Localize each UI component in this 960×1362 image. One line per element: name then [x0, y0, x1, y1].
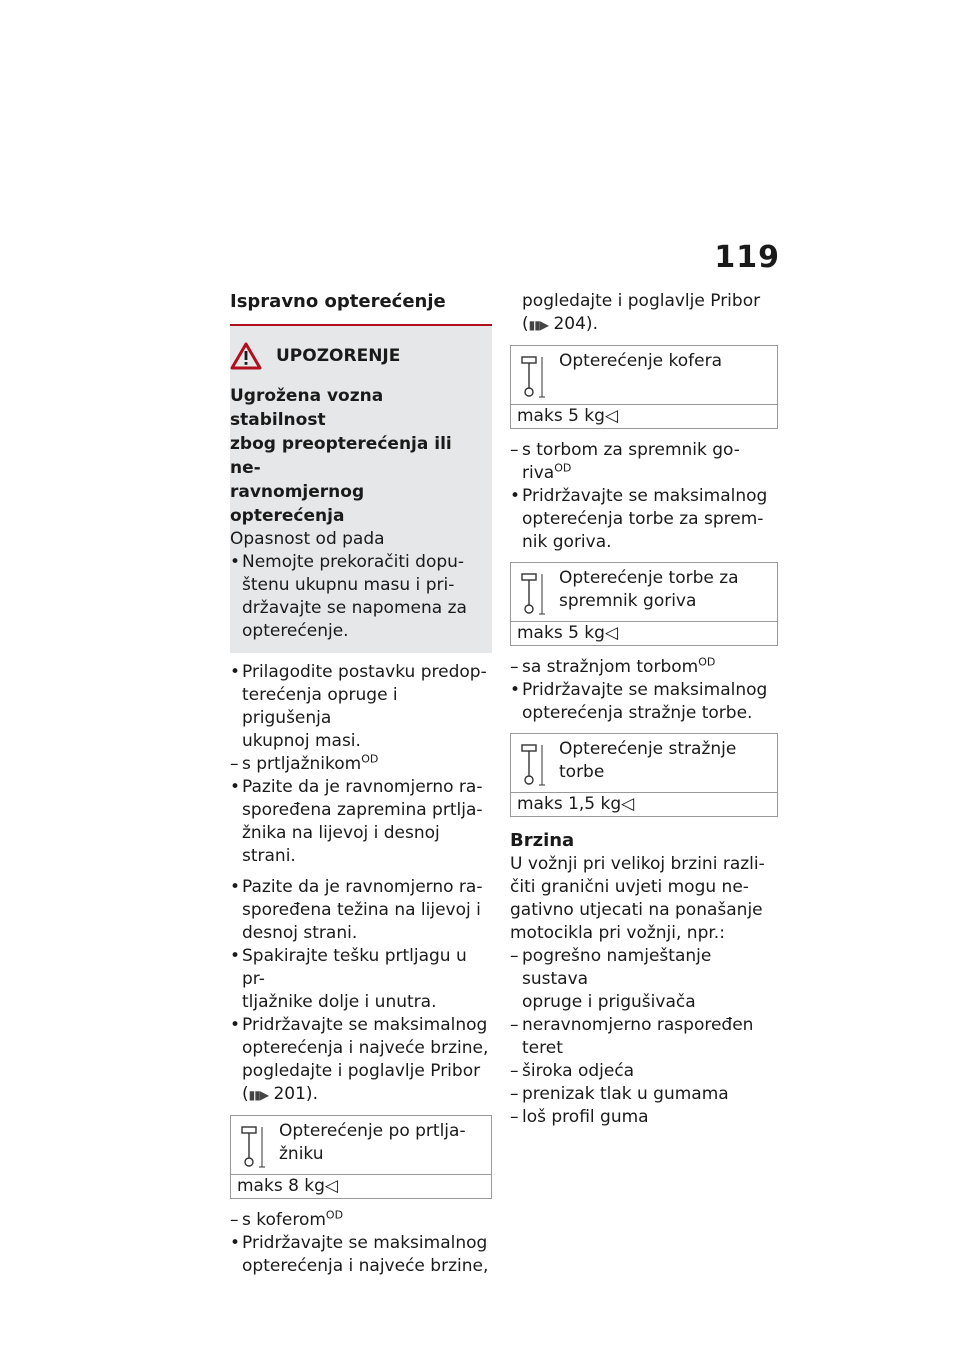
- load-table-title: Opterećenje stražnje: [559, 739, 737, 759]
- warning-heading-line: Ugrožena vozna stabilnost: [230, 386, 384, 430]
- dash-text: loš profil guma: [522, 1107, 649, 1127]
- bullet-line: Pridržavajte se maksimalnog: [242, 1233, 488, 1253]
- warning-box: [230, 326, 492, 653]
- load-weight-icon: [238, 1124, 268, 1170]
- bullet-line: Nemojte prekoračiti dopu-: [242, 552, 465, 572]
- bullet-item: • Pridržavajte se maksimalnog opterećenja stražnje torbe.: [510, 679, 778, 725]
- dash-item: – s torbom za spremnik go- riva$^{OD}$: [510, 440, 740, 483]
- bullet-line: pogledajte i poglavlje Pribor: [242, 1061, 481, 1081]
- load-weight-icon: [518, 354, 548, 400]
- bullet-line: tljažnike dolje i unutra.: [242, 992, 437, 1012]
- right-column: [510, 290, 778, 1129]
- load-table: [510, 733, 778, 817]
- load-table-title: spremnik goriva: [559, 591, 697, 611]
- dash-text: prenizak tlak u gumama: [522, 1084, 729, 1104]
- left-column: [230, 290, 492, 1278]
- dash-item: – s prtljažnikom$^{OD}$: [230, 752, 379, 774]
- warning-cause: Opasnost od pada: [230, 529, 385, 549]
- load-table-title: žniku: [279, 1144, 324, 1164]
- dash-text: riva: [522, 463, 555, 483]
- bullet-line: opterećenja i najveće brzine,: [242, 1256, 489, 1276]
- bullet-line: desnoj strani.: [242, 923, 358, 943]
- od-marker: OD: [698, 655, 716, 669]
- warning-heading: [230, 384, 482, 528]
- speed-title: Brzina: [510, 830, 575, 851]
- dash-item: – široka odjeća: [510, 1061, 635, 1081]
- load-table: [230, 1115, 492, 1199]
- warning-label: UPOZORENJE: [276, 346, 401, 366]
- bullet-line: opterećenja stražnje torbe.: [522, 703, 753, 723]
- bullet-line: državajte se napomena za: [242, 598, 467, 618]
- dash-text: s torbom za spremnik go-: [522, 440, 740, 460]
- dash-item: – pogrešno namještanje sustava opruge i prigušivača: [510, 945, 778, 1014]
- paragraph-line: U vožnji pri velikoj brzini razli-: [510, 854, 765, 874]
- load-table-value: maks 5 kg◁: [517, 406, 619, 426]
- od-marker: OD: [554, 461, 572, 475]
- bullet-line: opterećenja torbe za sprem-: [522, 509, 764, 529]
- bullet-line: žnika na lijevoj i desnoj strani.: [242, 823, 440, 866]
- dash-item: – s koferom$^{OD}$: [230, 1208, 344, 1230]
- load-table-title: Opterećenje kofera: [559, 351, 723, 371]
- bullet-line: spoređena težina na lijevoj i: [242, 900, 481, 920]
- page-reference-arrow-icon: ▮▮▶: [248, 1088, 269, 1102]
- bullet-line: Pridržavajte se maksimalnog: [242, 1015, 488, 1035]
- bullet-line: spoređena zapremina prtlja-: [242, 800, 483, 820]
- load-table-value: maks 8 kg◁: [237, 1176, 339, 1196]
- bullet-line: ukupnoj masi.: [242, 731, 361, 751]
- load-table-value: maks 5 kg◁: [517, 623, 619, 643]
- bullet-line: Prilagodite postavku predop-: [242, 662, 487, 682]
- load-weight-icon: [518, 742, 548, 788]
- warning-heading-line: zbog preopterećenja ili ne-: [230, 434, 452, 478]
- dash-text: neravnomjerno raspoređen: [522, 1015, 754, 1035]
- paragraph-line: gativno utjecati na ponašanje: [510, 900, 763, 920]
- bullet-line: Spakirajte tešku prtljagu u pr-: [242, 946, 467, 989]
- page-reference-text: 201).: [273, 1084, 318, 1104]
- load-table: [510, 562, 778, 646]
- bullet-line: Pridržavajte se maksimalnog: [522, 680, 768, 700]
- speed-paragraph: [510, 853, 778, 945]
- page-reference[interactable]: (▮▮▶ 201).: [242, 1083, 492, 1107]
- dash-text: sa stražnjom torbom: [522, 657, 699, 677]
- page-reference-arrow-icon: ▮▮▶: [528, 318, 549, 332]
- warning-bullet: • Nemojte prekoračiti dopu- štenu ukupnu masu i pri- državajte se napomena za opterećenje.: [230, 551, 482, 643]
- paragraph-line: čiti granični uvjeti mogu ne-: [510, 877, 749, 897]
- bullet-item: • Pridržavajte se maksimalnog opterećenja i najveće brzine,: [230, 1232, 492, 1278]
- load-table-title: Opterećenje torbe za: [559, 568, 739, 588]
- page-number: 119: [714, 240, 780, 275]
- load-table: [510, 345, 778, 429]
- dash-item: – prenizak tlak u gumama: [510, 1084, 729, 1104]
- dash-text: s prtljažnikom: [242, 754, 362, 774]
- continued-text: pogledajte i poglavlje Pribor: [522, 291, 761, 311]
- page-reference[interactable]: (▮▮▶ 204).: [522, 313, 778, 337]
- load-table-value: maks 1,5 kg◁: [517, 794, 635, 814]
- bullet-item: • Pazite da je ravnomjerno ra- spoređena težina na lijevoj i desnoj strani.: [230, 876, 492, 945]
- bullet-line: štenu ukupnu masu i pri-: [242, 575, 455, 595]
- bullet-line: Pazite da je ravnomjerno ra-: [242, 777, 483, 797]
- bullet-item: • Prilagodite postavku predop- terećenja opruge i prigušenja ukupnoj masi.: [230, 661, 492, 753]
- dash-text: široka odjeća: [522, 1061, 635, 1081]
- bullet-item: • Pridržavajte se maksimalnog opterećenja i najveće brzine, pogledajte i poglavlje Pribor (▮▮▶ 201).: [230, 1014, 492, 1107]
- bullet-item: • Pazite da je ravnomjerno ra- spoređena zapremina prtlja- žnika na lijevoj i desnoj strani.: [230, 776, 492, 868]
- bullet-line: Pazite da je ravnomjerno ra-: [242, 877, 483, 897]
- dash-text: opruge i prigušivača: [522, 992, 696, 1012]
- paragraph-line: motocikla pri vožnji, npr.:: [510, 923, 725, 943]
- dash-text: s koferom: [242, 1210, 326, 1230]
- bullet-line: opterećenje.: [242, 621, 349, 641]
- bullet-line: nik goriva.: [522, 532, 612, 552]
- bullet-line: Pridržavajte se maksimalnog: [522, 486, 768, 506]
- warning-triangle-icon: [230, 342, 262, 370]
- load-table-title: torbe: [559, 762, 605, 782]
- od-marker: OD: [361, 752, 379, 766]
- dash-text: pogrešno namještanje sustava: [522, 946, 712, 989]
- bullet-line: terećenja opruge i prigušenja: [242, 685, 398, 728]
- dash-item: – sa stražnjom torbom$^{OD}$: [510, 655, 716, 677]
- dash-text: teret: [522, 1038, 563, 1058]
- od-marker: OD: [325, 1208, 344, 1222]
- bullet-item: • Spakirajte tešku prtljagu u pr- tljažnike dolje i unutra.: [230, 945, 492, 1014]
- load-table-title: Opterećenje po prtlja-: [279, 1121, 466, 1141]
- warning-heading-line: ravnomjernog opterećenja: [230, 482, 365, 526]
- page-reference-text: 204).: [553, 314, 598, 334]
- dash-item: – neravnomjerno raspoređen teret: [510, 1015, 754, 1058]
- bullet-item: • Pridržavajte se maksimalnog opterećenja torbe za sprem- nik goriva.: [510, 485, 778, 554]
- load-weight-icon: [518, 571, 548, 617]
- section-title: Ispravno opterećenje: [230, 291, 446, 312]
- dash-item: – loš profil guma: [510, 1107, 649, 1127]
- bullet-line: opterećenja i najveće brzine,: [242, 1038, 489, 1058]
